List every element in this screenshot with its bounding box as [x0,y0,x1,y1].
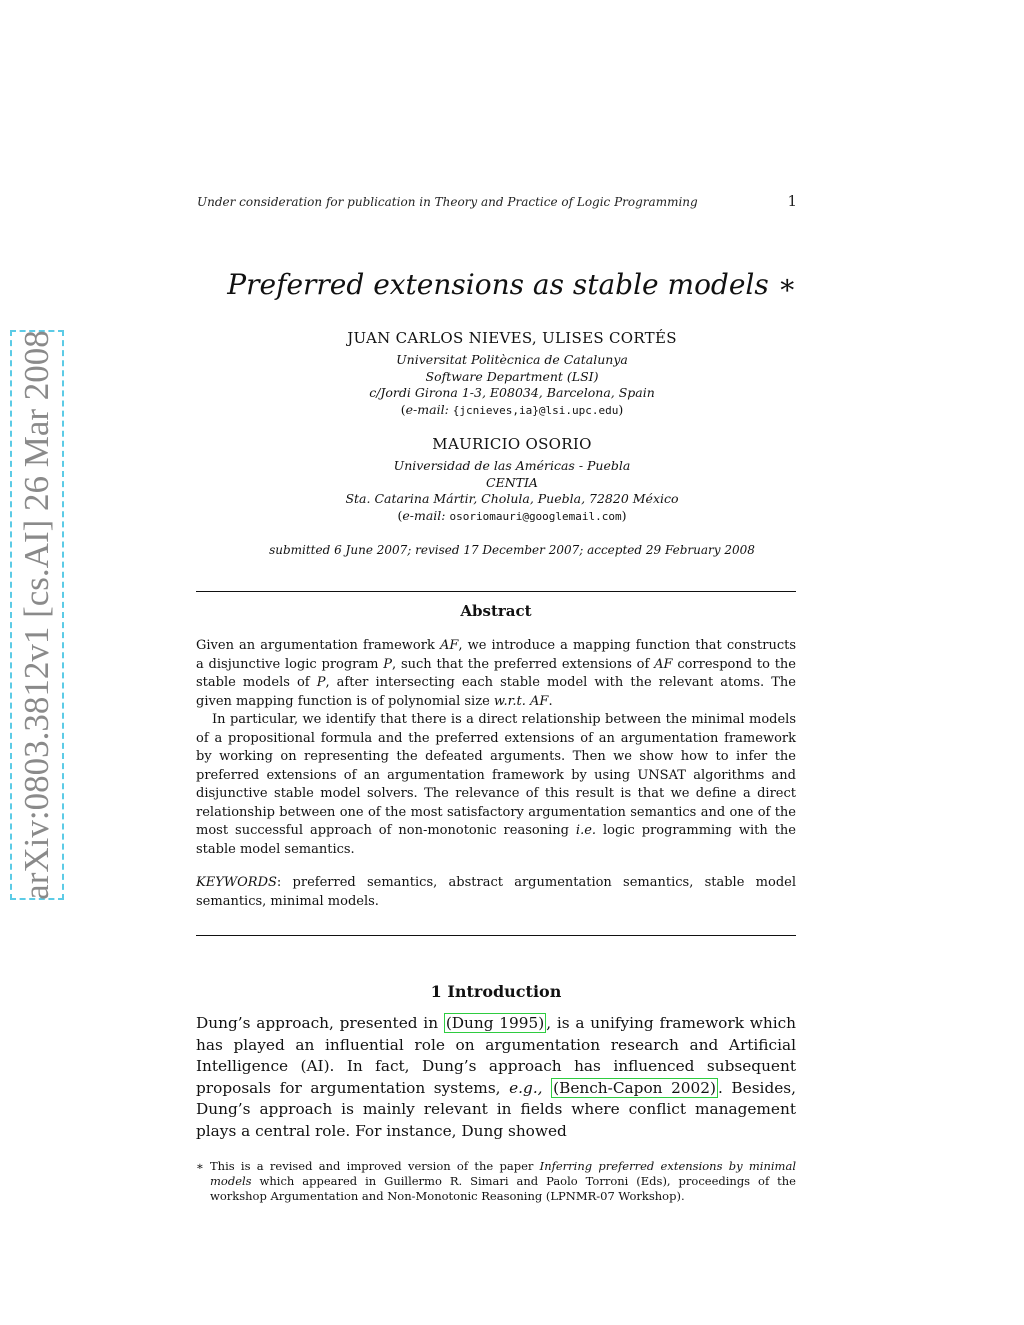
author-names: MAURICIO OSORIO [432,435,592,453]
abstract-paragraph-2: In particular, we identify that there is a direct relationship between the minimal models of a propositional formula and the preferred extensions of an argumentation framework by working on representing the defeated arguments. Then we show how to infer the preferred extensions of an argumentation framework by using UNSAT algorithms and disjunctive stable model solvers. The relevance of this result is that we define a direct relationship between one of the most satisfactory argumentation semantics and one of the most successful approach of non-monotonic reasoning i.e. logic programming with the stable model semantics. [196,712,796,857]
introduction-paragraph: Dung’s approach, presented in (Dung 1995) , is a unifying framework which has played an influential role on argumentation research and Artificial Intelligence (AI). In fact, Dung’s approach has influenced subsequent proposals for argumentation systems, e.g., (Bench-Capon 2002) . Besides, Dung’s approach is mainly relevant in fields where conflict management plays a central role. For instance, Dung showed [196,1014,797,1140]
keywords-label: KEYWORDS [196,875,277,890]
citation-link-bench-capon-2002[interactable]: (Bench-Capon 2002) [553,1078,716,1097]
email-label: e-mail: [402,507,446,523]
email-line: (e-mail: osoriomauri@googlemail.com) [397,507,627,523]
author-block-2 [0,435,1024,525]
submission-dates: submitted 6 June 2007; revised 17 December 2007; accepted 29 February 2008 [269,543,755,557]
paper-title: Preferred extensions as stable models ∗ [227,268,797,301]
affiliation-line: Universidad de las Américas - Puebla [393,458,631,473]
top-rule [196,591,796,592]
author-block-1 [0,329,1024,419]
footnote-paper-title: Inferring preferred extensions by minimal models [210,1159,796,1188]
keywords: KEYWORDS: preferred semantics, abstract argumentation semantics, stable model semantics, minimal models. [196,875,796,909]
footnote: ∗ This is a revised and improved version of the paper Inferring preferred extensions by minimal models which appeared in Guillermo R. Simari and Paolo Torroni (Eds), proceedings of the workshop Argumentation and Non-Monotonic Reasoning (LPNMR-07 Workshop). [196,1159,796,1203]
section-heading-introduction: 1 Introduction [430,982,562,1001]
affiliation-line: Software Department (LSI) [425,368,599,384]
arxiv-stamp-text: arXiv:0803.3812v1 [cs.AI] 26 Mar 2008 [17,330,56,900]
abstract-heading: Abstract [460,602,532,620]
affiliation-line: c/Jordi Girona 1-3, E08034, Barcelona, Spain [369,385,655,400]
page-number: 1 [787,192,797,210]
bottom-rule [196,935,796,936]
email-label: e-mail: [405,401,449,417]
email-address[interactable]: osoriomauri@googlemail.com [449,509,622,523]
affiliation-line: CENTIA [486,474,538,490]
email-line: (e-mail: {jcnieves,ia}@lsi.upc.edu) [400,401,624,417]
affiliation-line: Sta. Catarina Mártir, Cholula, Puebla, 72820 México [345,491,679,506]
abstract-body [196,637,796,911]
citation-link-dung-1995[interactable]: (Dung 1995) [445,1014,545,1032]
footnote-marker: ∗ [196,1159,204,1173]
affiliation-line: Universitat Politècnica de Catalunya [396,352,628,367]
running-head-text: Under consideration for publication in Theory and Practice of Logic Programming [197,195,698,209]
running-head [197,192,797,215]
author-names: JUAN CARLOS NIEVES, ULISES CORTÉS [347,329,677,347]
email-address[interactable]: {jcnieves,ia}@lsi.upc.edu [452,403,619,417]
abstract-paragraph-1: Given an argumentation framework AF, we introduce a mapping function that constructs a disjunctive logic program P, such that the preferred extensions of AF correspond to the stable models of P, after intersecting each stable model with the relevant atoms. The given mapping function is of polynomial size w.r.t. AF. [196,638,797,709]
